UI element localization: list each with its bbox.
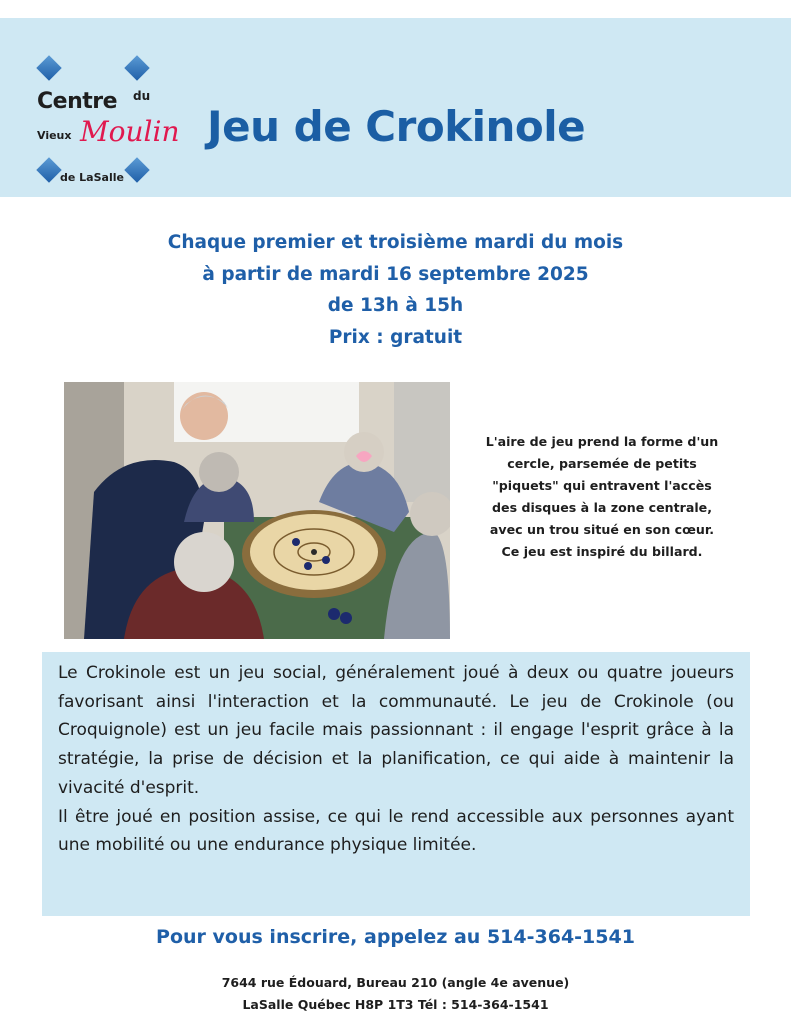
side-description — [463, 431, 741, 563]
photo-person-left-head — [199, 452, 239, 492]
logo-diamond-top-left — [36, 55, 61, 80]
side-line: L'aire de jeu prend la forme d'un — [485, 434, 719, 449]
logo-diamond-bottom-left — [36, 157, 61, 182]
description-paragraph: Le Crokinole est un jeu social, généralement joué à deux ou quatre joueurs favorisant ainsi l'interaction et la communauté. Le jeu de Crokinole (ou Croquignole) est un jeu facile mais passionnant : il engage l'esprit grâce à la stratégie, la prise de décision et la planification, ce qui aide à maintenir la vivacité d'esprit. — [58, 663, 734, 798]
side-line: Ce jeu est inspiré du billard. — [501, 544, 703, 559]
page-title: Jeu de Crokinole — [207, 102, 586, 151]
header-banner — [0, 18, 791, 197]
logo-word-vieux: Vieux — [37, 129, 72, 142]
logo-diamond-bottom-right — [124, 157, 149, 182]
side-line: "piquets" qui entravent l'accès — [492, 478, 712, 493]
logo-word-du: du — [133, 89, 151, 103]
crokinole-photo — [64, 382, 450, 639]
side-line: des disques à la zone centrale, — [492, 500, 712, 515]
photo-disc — [322, 556, 330, 564]
description-box — [42, 652, 750, 916]
photo-board-hole — [311, 549, 317, 555]
centre-logo — [30, 53, 180, 188]
schedule-price: Prix : gratuit — [328, 326, 463, 348]
side-line: cercle, parsemée de petits — [507, 456, 697, 471]
photo-disc — [328, 608, 340, 620]
photo-disc — [292, 538, 300, 546]
description-paragraph: Il être joué en position assise, ce qui le rend accessible aux personnes ayant une mobilité ou une endurance physique limitée. — [58, 806, 734, 856]
photo-person-head — [180, 392, 228, 440]
schedule-block — [0, 227, 791, 353]
logo-word-lasalle: de LaSalle — [60, 171, 124, 184]
address-street: 7644 rue Édouard, Bureau 210 (angle 4e avenue) — [221, 975, 570, 990]
schedule-frequency: Chaque premier et troisième mardi du mois — [167, 232, 624, 253]
address-city-phone: LaSalle Québec H8P 1T3 Tél : 514-364-1541 — [242, 997, 549, 1012]
photo-disc — [304, 562, 312, 570]
address-block — [0, 972, 791, 1016]
side-line: avec un trou situé en son cœur. — [489, 522, 715, 537]
photo-window — [394, 382, 450, 502]
logo-word-moulin: Moulin — [80, 115, 180, 148]
register-call-to-action: Pour vous inscrire, appelez au 514-364-1541 — [156, 926, 635, 948]
schedule-start-date: à partir de mardi 16 septembre 2025 — [202, 263, 589, 285]
photo-illustration — [64, 382, 450, 639]
photo-disc — [340, 612, 352, 624]
logo-word-centre: Centre — [37, 89, 118, 114]
logo-diamond-top-right — [124, 55, 149, 80]
photo-person-front-head — [174, 532, 234, 592]
schedule-hours: de 13h à 15h — [327, 295, 464, 316]
